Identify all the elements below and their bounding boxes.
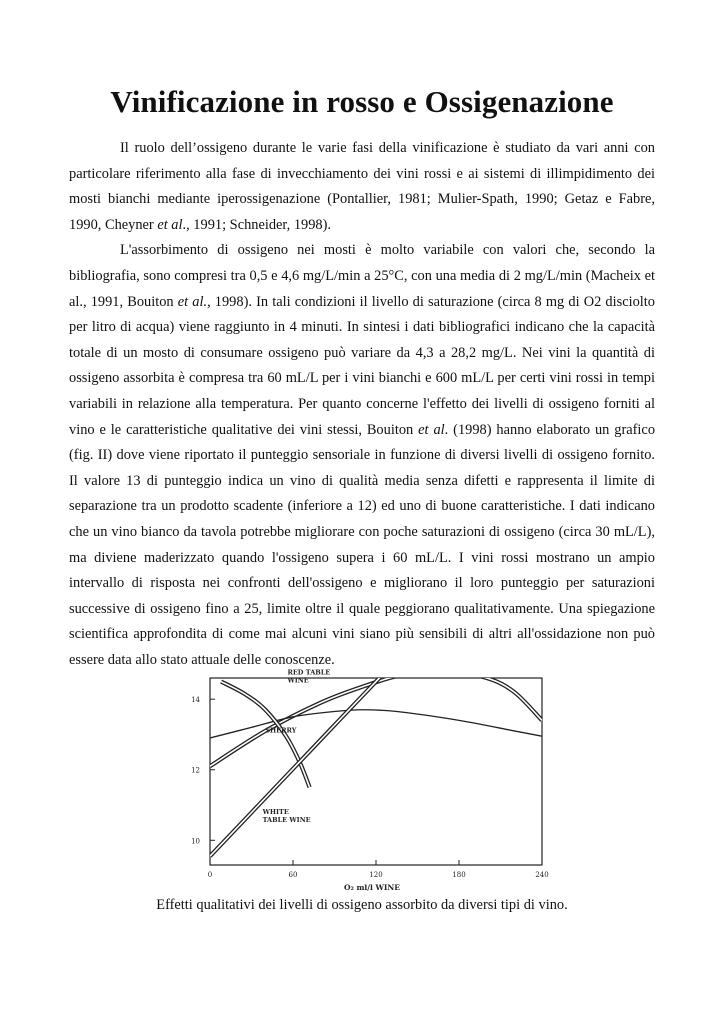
body-text — [69, 136, 655, 673]
series-label-sherry-line-1: SHERRY — [265, 726, 297, 735]
x-tick-label-120: 120 — [369, 871, 383, 879]
series-line-red-table-wine — [210, 671, 542, 766]
paragraph-2-text-c: . (1998) hanno elaborato un grafico (fig. II) dove viene riportato il punteggio sensoriale in funzione di diversi livelli di ossigeno fornito. Il valore 13 di punteggio indica un vino di qualità media senza difetti e rappresenta il limite di separazione tra un prodotto scadente (inferiore a 12) ed uno di buone caratteristiche. I dati indicano che un vino bianco da tavola potrebbe migliorare con poche saturazioni di ossigeno (circa 30 mL/L), ma diviene maderizzato quando l'ossigeno supera i 60 mL/L. I vini rossi mostrano un ampio intervallo di risposta nei confronti dell'ossigeno e migliorano il loro punteggio per saturazioni successive di ossigeno fino a 25, limite oltre il quale peggiorano qualitativamente. Una spiegazione scientifica approfondita di come mai alcuni vini siano più sensibili di altri all'ossidazione non può essere data allo stato attuale delle conoscenze. — [69, 421, 656, 668]
paragraph-2-text-a: L'assorbimento di ossigeno nei mosti è molto variabile con valori che, secondo la bibliografia, sono compresi tra 0,5 e 4,6 mg/L/min a 25°C, con una media di 2 mg/L/min (Macheix et al., 1991, Bouiton — [69, 242, 655, 310]
series-label-white-table-wine-line-1: WHITE — [262, 807, 289, 816]
x-tick-label-240: 240 — [535, 871, 549, 879]
y-tick-label-12: 12 — [191, 766, 200, 775]
paragraph-2-citation-italic-2: et al — [418, 421, 445, 438]
x-axis-label: O₂ ml/l WINE — [344, 883, 400, 892]
y-tick-label-10: 10 — [191, 837, 200, 846]
y-tick-label-14: 14 — [191, 696, 200, 705]
paragraph-2-citation-italic-1: et al. — [177, 293, 208, 310]
series-line-unlabeled-3 — [210, 668, 404, 856]
series-label-red-table-wine-line-1: RED TABLE — [287, 668, 331, 677]
series-label-red-table-wine-line-2: WINE — [287, 676, 309, 685]
x-tick-label-60: 60 — [288, 871, 298, 879]
paragraph-1 — [69, 136, 655, 238]
series-line-red-table-wine-inner — [210, 671, 542, 766]
paragraph-1-text-a: Il ruolo dell’ossigeno durante le varie fasi della vinificazione è studiato da vari anni con particolare riferimento alla fase di invecchiamento dei vini rossi e ai sistemi di illimpidimento dei mosti bianchi mediante iperossigenazione (Pontallier, 1981; Mulier-Spath, 1990; Getaz e Fabre, 1990, Cheyner — [69, 140, 655, 233]
paragraph-2-text-b: , 1998). In tali condizioni il livello di saturazione (circa 8 mg di O2 disciolto per litro di acqua) viene raggiunto in 4 minuti. In sintesi i dati bibliografici indicano che la capacità totale di un mosto di consumare ossigeno può variare da 4,3 a 28,2 mg/L. Nei vini la quantità di ossigeno assorbita è compresa tra 60 mL/L per i vini bianchi e 600 mL/L per certi vini rossi in tempi variabili in relazione alla temperatura. Per quanto concerne l'effetto dei livelli di ossigeno forniti al vino e le caratteristiche qualitative dei vini stessi, Bouiton — [69, 293, 655, 438]
series-group — [210, 668, 542, 856]
series-label-white-table-wine-line-2: TABLE WINE — [262, 815, 311, 824]
paragraph-1-text-b: ., 1991; Schneider, 1998). — [182, 216, 332, 233]
x-tick-label-180: 180 — [452, 871, 466, 879]
paragraph-2 — [69, 238, 655, 673]
oxygen-quality-chart — [178, 668, 552, 894]
paragraph-1-citation-italic: et al — [157, 216, 183, 233]
figure-caption: Effetti qualitativi dei livelli di ossigeno assorbito da diversi tipi di vino. — [156, 897, 568, 913]
x-tick-label-0: 0 — [207, 871, 213, 879]
document-title: Vinificazione in rosso e Ossigenazione — [110, 84, 614, 119]
oxygen-quality-figure — [178, 668, 552, 894]
